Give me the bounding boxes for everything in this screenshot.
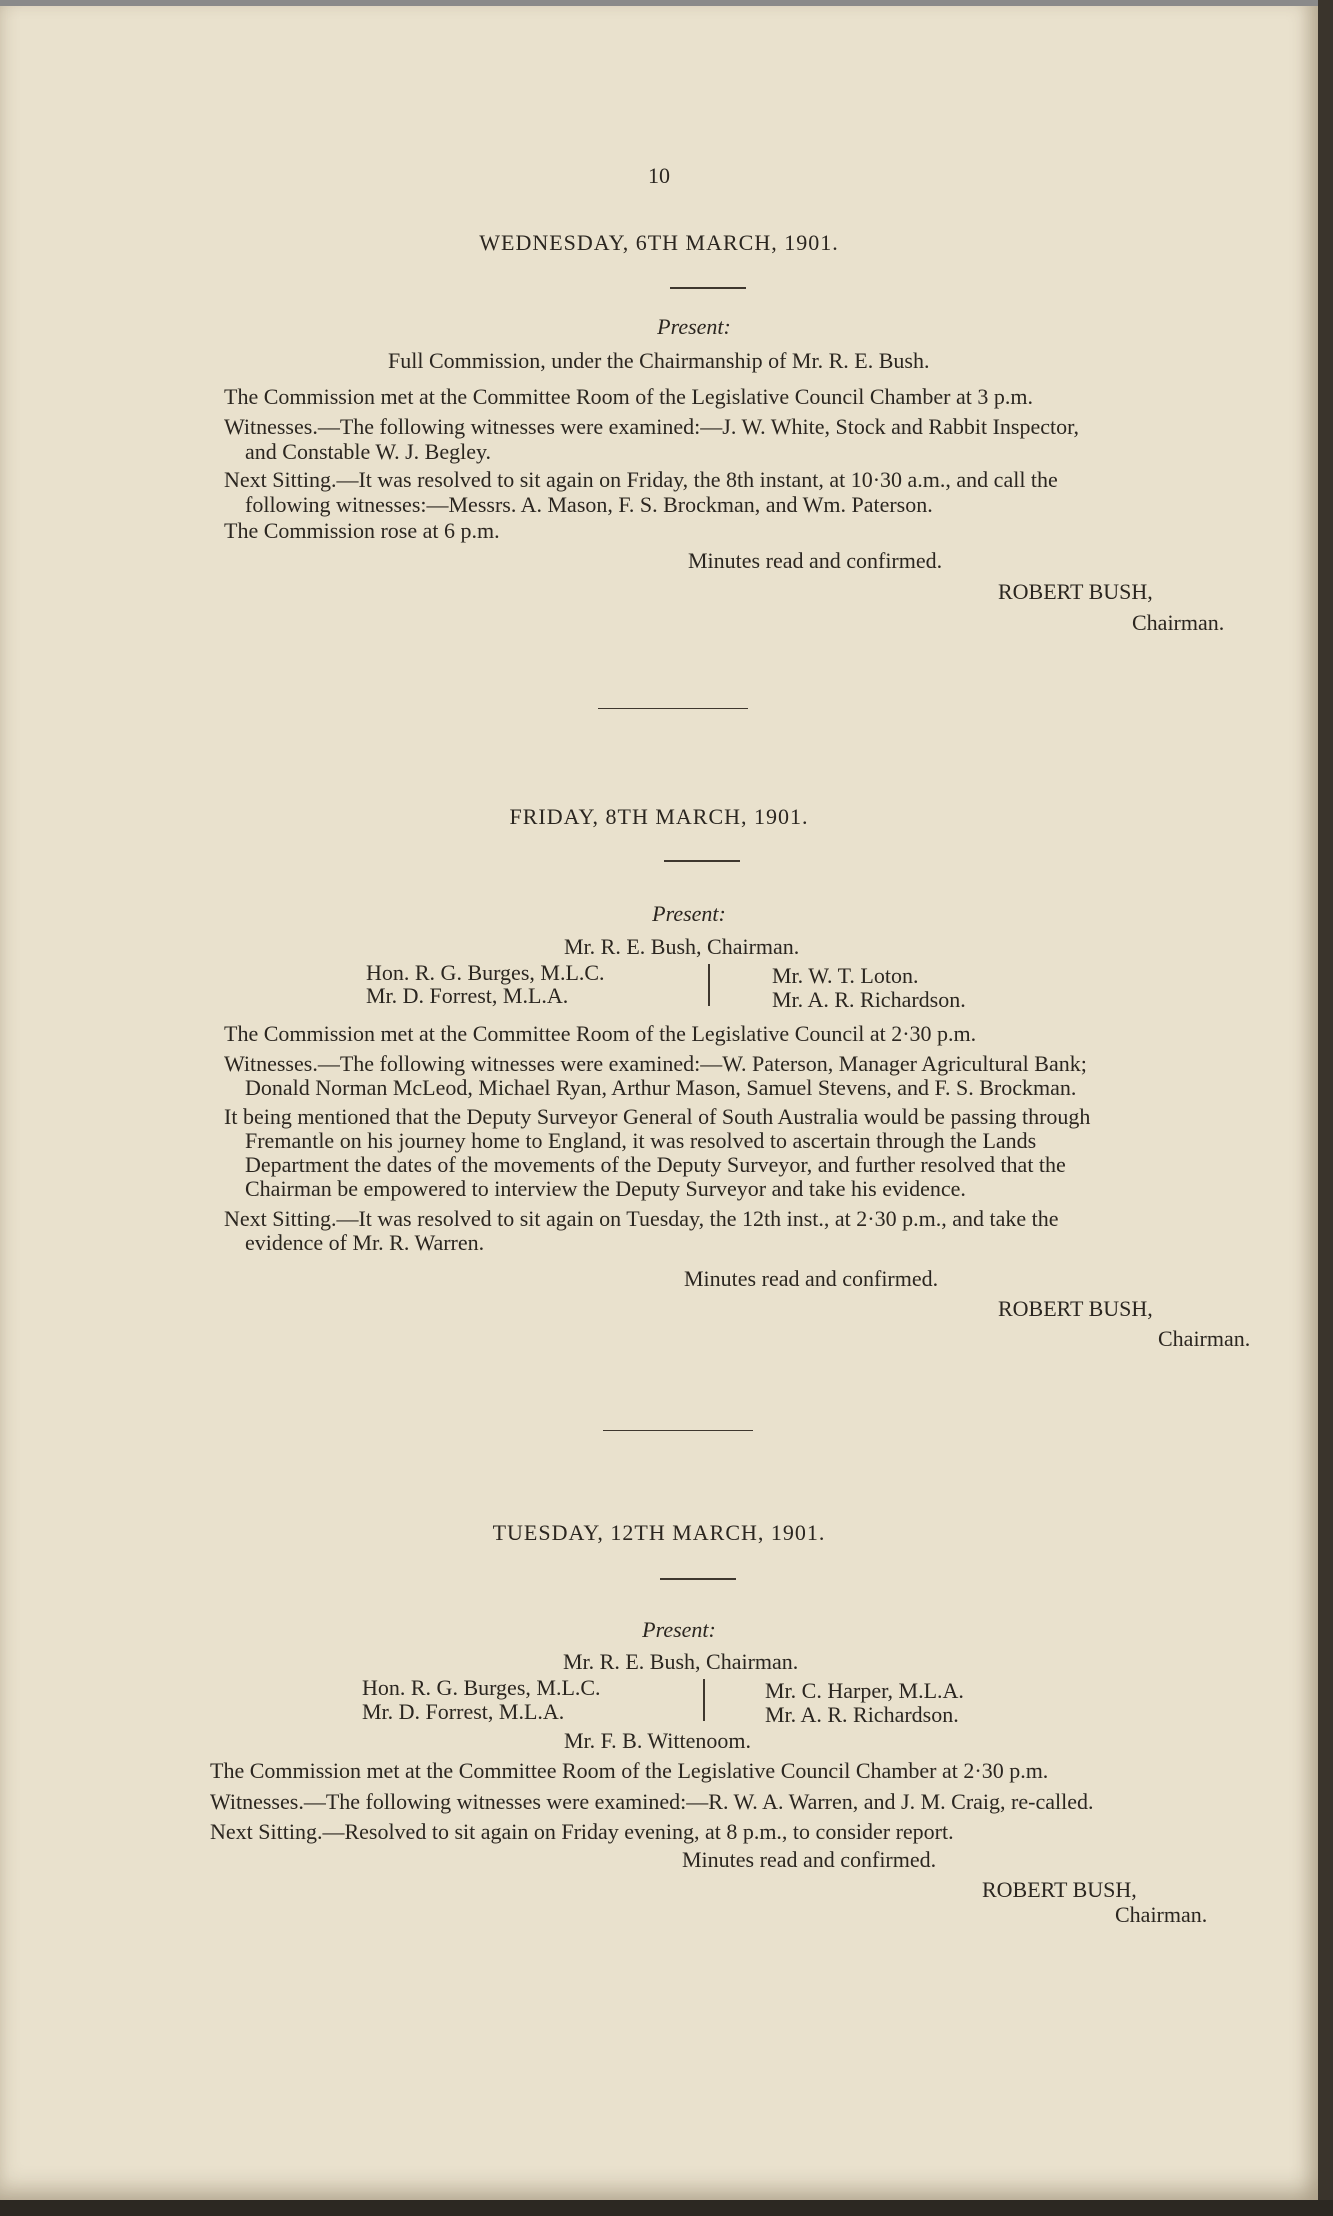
paragraph-line: and Constable W. J. Begley. bbox=[245, 439, 492, 464]
paragraph-line: Witnesses.—The following witnesses were examined:—W. Paterson, Manager Agricultural Bank; bbox=[224, 1051, 1087, 1076]
signature-title: Chairman. bbox=[1158, 1326, 1251, 1351]
heading-rule bbox=[670, 287, 746, 289]
signature-title: Chairman. bbox=[1115, 1902, 1208, 1927]
signature-name: ROBERT BUSH, bbox=[998, 579, 1153, 604]
member-right: Mr. C. Harper, M.L.A. bbox=[765, 1678, 964, 1703]
paragraph-line: The Commission met at the Committee Room of the Legislative Council at 2·30 p.m. bbox=[224, 1021, 977, 1046]
present-label: Present: bbox=[642, 1617, 716, 1642]
paragraph-line: following witnesses:—Messrs. A. Mason, F. S. Brockman, and Wm. Paterson. bbox=[245, 492, 933, 517]
section-divider bbox=[598, 708, 748, 709]
present-label: Present: bbox=[657, 314, 731, 339]
member-left: Hon. R. G. Burges, M.L.C. bbox=[366, 960, 605, 985]
paragraph-line: The Commission rose at 6 p.m. bbox=[224, 518, 500, 543]
member-separator bbox=[708, 964, 710, 1006]
paragraph-line: Fremantle on his journey home to England, it was resolved to ascertain through the Lands bbox=[245, 1128, 1037, 1153]
paragraph-line: The Commission met at the Committee Room of the Legislative Council Chamber at 2·30 p.m. bbox=[210, 1758, 1049, 1783]
minutes-confirmed: Minutes read and confirmed. bbox=[682, 1847, 937, 1872]
paragraph-line: Next Sitting.—It was resolved to sit again on Friday, the 8th instant, at 10·30 a.m., and call the bbox=[224, 467, 1058, 492]
scan-top-edge bbox=[0, 0, 1333, 6]
heading-rule bbox=[664, 860, 740, 862]
member-right: Mr. A. R. Richardson. bbox=[772, 987, 966, 1012]
signature-name: ROBERT BUSH, bbox=[982, 1877, 1137, 1902]
page-number: 10 bbox=[648, 163, 670, 188]
paragraph-line: Department the dates of the movements of the Deputy Surveyor, and further resolved that the bbox=[245, 1152, 1066, 1177]
paragraph-line: The Commission met at the Committee Room of the Legislative Council Chamber at 3 p.m. bbox=[224, 384, 1033, 409]
chairman-line: Mr. R. E. Bush, Chairman. bbox=[564, 934, 800, 959]
signature-title: Chairman. bbox=[1132, 610, 1225, 635]
member-left: Mr. D. Forrest, M.L.A. bbox=[366, 983, 569, 1008]
paragraph-line: Chairman be empowered to interview the Deputy Surveyor and take his evidence. bbox=[245, 1176, 966, 1201]
section-heading-friday: FRIDAY, 8TH MARCH, 1901. bbox=[509, 804, 809, 829]
member-left: Mr. D. Forrest, M.L.A. bbox=[362, 1699, 565, 1724]
member-extra: Mr. F. B. Wittenoom. bbox=[564, 1728, 752, 1753]
present-line: Full Commission, under the Chairmanship of Mr. R. E. Bush. bbox=[388, 348, 930, 373]
member-left: Hon. R. G. Burges, M.L.C. bbox=[362, 1675, 601, 1700]
section-divider bbox=[603, 1430, 753, 1431]
minutes-confirmed: Minutes read and confirmed. bbox=[688, 548, 943, 573]
minutes-confirmed: Minutes read and confirmed. bbox=[684, 1266, 939, 1291]
member-right: Mr. W. T. Loton. bbox=[772, 963, 919, 988]
present-label: Present: bbox=[652, 901, 726, 926]
paragraph-line: Next Sitting.—It was resolved to sit again on Tuesday, the 12th inst., at 2·30 p.m., and take the bbox=[224, 1206, 1059, 1231]
paragraph-line: Witnesses.—The following witnesses were examined:—R. W. A. Warren, and J. M. Craig, re-called. bbox=[210, 1789, 1094, 1814]
section-heading-wednesday: WEDNESDAY, 6TH MARCH, 1901. bbox=[479, 230, 839, 255]
section-heading-tuesday: TUESDAY, 12TH MARCH, 1901. bbox=[492, 1520, 826, 1545]
paragraph-line: It being mentioned that the Deputy Surveyor General of South Australia would be passing through bbox=[224, 1104, 1091, 1129]
paragraph-line: Next Sitting.—Resolved to sit again on Friday evening, at 8 p.m., to consider report. bbox=[210, 1819, 954, 1844]
scan-bottom-edge bbox=[0, 2200, 1333, 2216]
paragraph-line: Donald Norman McLeod, Michael Ryan, Arthur Mason, Samuel Stevens, and F. S. Brockman. bbox=[245, 1075, 1077, 1100]
member-right: Mr. A. R. Richardson. bbox=[765, 1702, 959, 1727]
heading-rule bbox=[660, 1578, 736, 1580]
member-separator bbox=[703, 1679, 705, 1721]
paragraph-line: evidence of Mr. R. Warren. bbox=[245, 1230, 485, 1255]
paragraph-line: Witnesses.—The following witnesses were examined:—J. W. White, Stock and Rabbit Inspector, bbox=[224, 414, 1080, 439]
chairman-line: Mr. R. E. Bush, Chairman. bbox=[563, 1649, 799, 1674]
signature-name: ROBERT BUSH, bbox=[998, 1296, 1153, 1321]
